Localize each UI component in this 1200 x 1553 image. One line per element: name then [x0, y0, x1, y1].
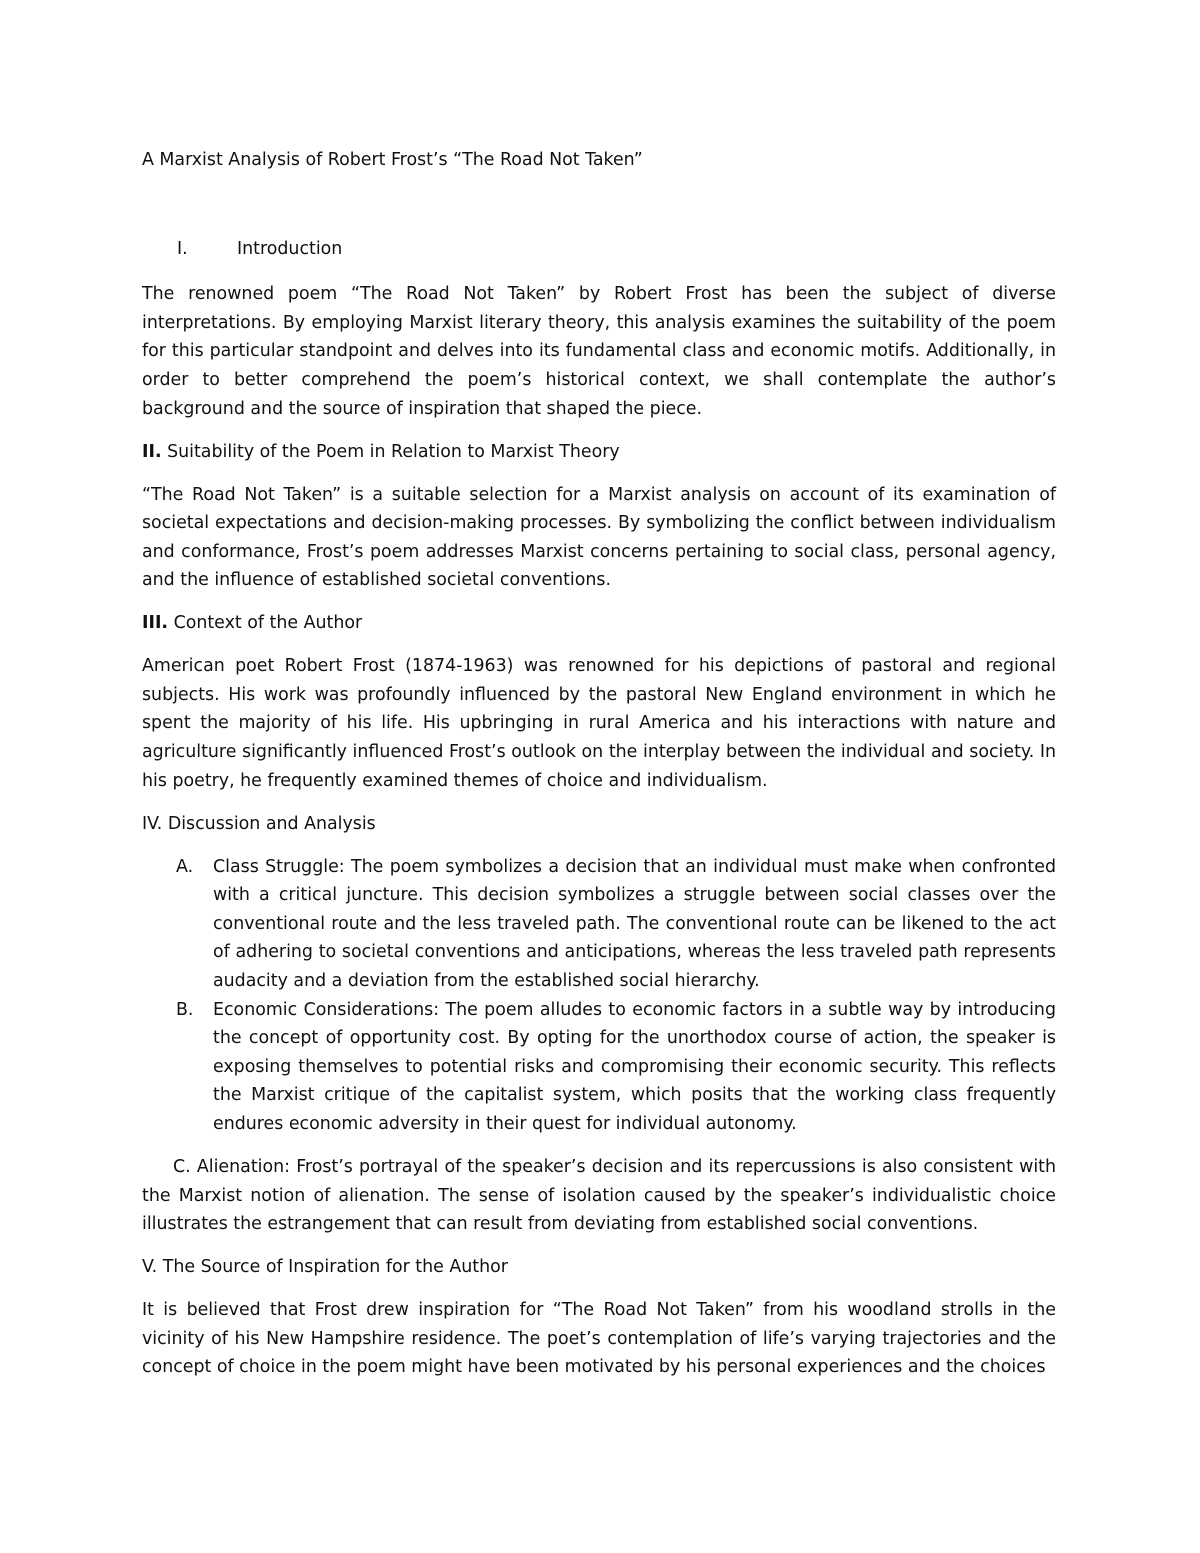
section-heading-suitability [142, 438, 1056, 467]
section-heading-text: Context of the Author [173, 613, 363, 634]
context-paragraph: American poet Robert Frost (1874-1963) was renowned for his depictions of pastoral and regional subjects. His work was profoundly influenced by the pastoral New England environment in which he spent the majority of his life. His upbringing in rural America and his interactions with nature and agriculture significantly influenced Frost’s outlook on the interplay between the individual and society. In his poetry, he frequently examined themes of choice and individualism. [142, 656, 1056, 791]
section-number: II. [142, 441, 162, 462]
list-item-text: Class Struggle: The poem symbolizes a decision that an individual must make when confronted with a critical juncture. This decision symbolizes a struggle between social classes over the conventional route and the less traveled path. The conventional route can be likened to the act of adhering to societal conventions and anticipations, whereas the less traveled path represents audacity and a deviation from the established social hierarchy. [213, 856, 1056, 991]
inspiration-paragraph: It is believed that Frost drew inspiration for “The Road Not Taken” from his woodland strolls in the vicinity of his New Hampshire residence. The poet’s contemplation of life’s varying trajectories and the concept of choice in the poem might have been motivated by his personal experiences and the choices [142, 1300, 1056, 1378]
section-heading-context [142, 609, 1056, 638]
suitability-paragraph: “The Road Not Taken” is a suitable selection for a Marxist analysis on account of its examination of societal expectations and decision-making processes. By symbolizing the conflict between individualism and conformance, Frost’s poem addresses Marxist concerns pertaining to social class, personal agency, and the influence of established societal conventions. [142, 484, 1056, 591]
list-item [142, 996, 1056, 1139]
section-number: III. [142, 613, 169, 634]
list-marker: A. [176, 856, 194, 877]
list-item-text: Economic Considerations: The poem alludes to economic factors in a subtle way by introducing the concept of opportunity cost. By opting for the unorthodox course of action, the speaker is exposing themselves to potential risks and compromising their economic security. This reflects the Marxist critique of the capitalist system, which posits that the working class frequently endures economic adversity in their quest for individual autonomy. [213, 999, 1056, 1134]
discussion-list [142, 853, 1056, 1139]
alienation-paragraph: C. Alienation: Frost’s portrayal of the speaker’s decision and its repercussions is also consistent with the Marxist notion of alienation. The sense of isolation caused by the speaker’s individualistic choice illustrates the estrangement that can result from deviating from established social conventions. [142, 1156, 1056, 1235]
section-heading-discussion: IV. Discussion and Analysis [142, 813, 376, 834]
list-marker: B. [176, 999, 194, 1020]
section-heading-inspiration: V. The Source of Inspiration for the Author [142, 1257, 508, 1278]
document-body [142, 146, 1056, 1396]
section-heading-text: Introduction [237, 238, 343, 259]
section-number: I. [177, 238, 188, 259]
introduction-paragraph: The renowned poem “The Road Not Taken” by Robert Frost has been the subject of diverse interpretations. By employing Marxist literary theory, this analysis examines the suitability of the poem for this particular standpoint and delves into its fundamental class and economic motifs. Additionally, in order to better comprehend the poem’s historical context, we shall contemplate the author’s background and the source of inspiration that shaped the piece. [142, 284, 1056, 419]
section-heading-text: Suitability of the Poem in Relation to Marxist Theory [167, 441, 620, 462]
list-item [142, 853, 1056, 996]
section-heading-introduction [142, 235, 1056, 264]
document-title: A Marxist Analysis of Robert Frost’s “The Road Not Taken” [142, 150, 643, 170]
